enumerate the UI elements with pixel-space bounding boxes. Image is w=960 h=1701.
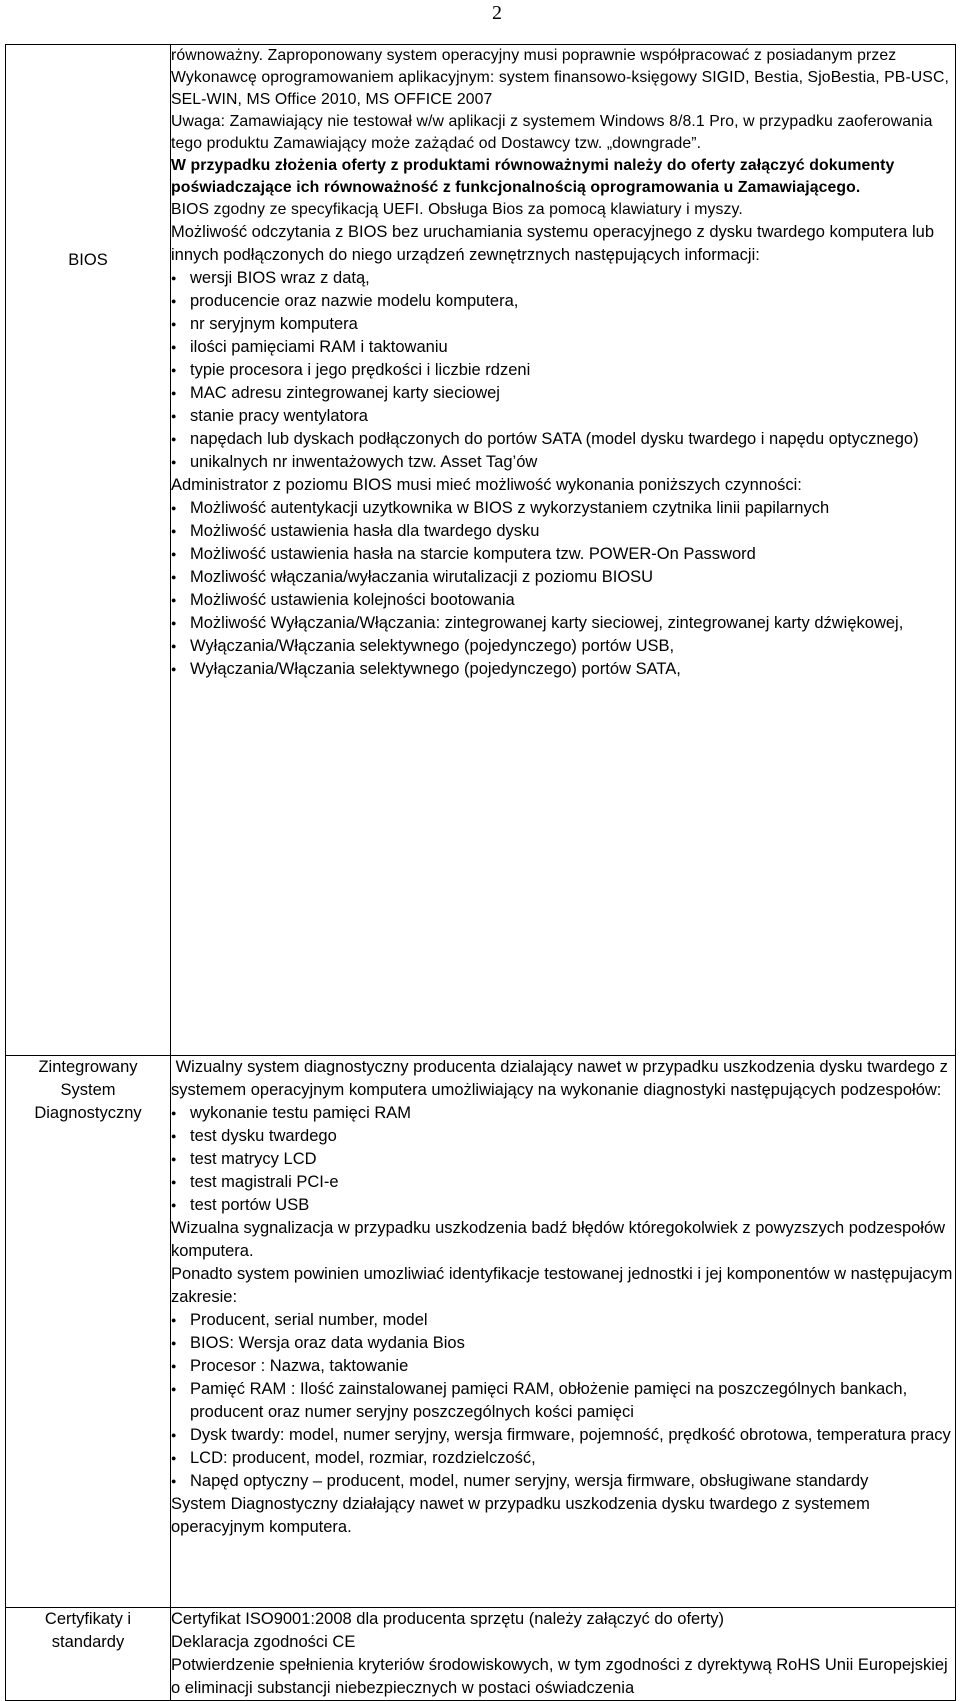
list-item: ● test magistrali PCI-e xyxy=(171,1171,955,1194)
list-item: ● ilości pamięciami RAM i taktowaniu xyxy=(171,336,955,359)
software-compat xyxy=(171,45,955,221)
table-row-certs xyxy=(6,1608,956,1701)
cert-ce: Deklaracja zgodności CE xyxy=(171,1633,356,1651)
row-label-diagnostics xyxy=(6,1056,171,1608)
list-item: ● producencie oraz nazwie modelu komputera, xyxy=(171,290,955,313)
list-item: ● LCD: producent, model, rozmiar, rozdzielczość, xyxy=(171,1447,955,1470)
uefi-text: BIOS zgodny ze specyfikacją UEFI. Obsługa Bios za pomocą klawiatury i myszy. xyxy=(171,201,743,218)
test-list xyxy=(171,1102,955,1217)
list-item: ● Mozliwość włączania/wyłaczania wirutalizacji z poziomu BIOSU xyxy=(171,566,955,589)
row-label-bios xyxy=(6,45,171,1056)
diag-closing: System Diagnostyczny działający nawet w przypadku uszkodzenia dysku twardego z systemem operacyjnym komputera. xyxy=(171,1495,870,1536)
list-item: ● test dysku twardego xyxy=(171,1125,955,1148)
list-item: ● typie procesora i jego prędkości i liczbie rdzeni xyxy=(171,359,955,382)
list-item: ● stanie pracy wentylatora xyxy=(171,405,955,428)
label-certs-1: Certyfikaty i xyxy=(44,1610,132,1628)
list-item: ● BIOS: Wersja oraz data wydania Bios xyxy=(171,1332,955,1355)
admin-intro: Administrator z poziomu BIOS musi mieć możliwość wykonania poniższych czynności: xyxy=(171,476,802,494)
read-intro: Możliwość odczytania z BIOS bez uruchamiania systemu operacyjnego z dysku twardego komputera lub innych podłączonych do niego urządzeń zewnętrznych następujących informacji: xyxy=(171,223,935,264)
list-item: ● Wyłączania/Włączania selektywnego (pojedynczego) portów USB, xyxy=(171,635,955,658)
cert-iso: Certyfikat ISO9001:2008 dla producenta sprzętu (należy załączyć do oferty) xyxy=(171,1610,725,1628)
table-row-bios xyxy=(6,45,956,1056)
row-content-certs xyxy=(171,1608,956,1701)
list-item: ● Procesor : Nazwa, taktowanie xyxy=(171,1355,955,1378)
list-item: ● Możliwość Wyłączania/Włączania: zintegrowanej karty sieciowej, zintegrowanej karty dźwiękowej, xyxy=(171,612,955,635)
diag-intro: Wizualny system diagnostyczny producenta dzialający nawet w przypadku uszkodzenia dysku twardego z systemem operacyjnym komputera umożliwiający na wykonanie diagnostyki następujących podzespołów: xyxy=(171,1058,953,1099)
list-item: ● wykonanie testu pamięci RAM xyxy=(171,1102,955,1125)
list-item: ● test portów USB xyxy=(171,1194,955,1217)
label-diagnostics-3: Diagnostyczny xyxy=(34,1104,142,1122)
cert-rohs: Potwierdzenie spełnienia kryteriów środowiskowych, w tym zgodności z dyrektywą RoHS Unii Europejskiej o eliminacji substancji niebezpiecznych w postaci oświadczenia xyxy=(171,1656,948,1697)
list-item: ● test matrycy LCD xyxy=(171,1148,955,1171)
list-item: ● Możliwość ustawienia hasła dla twardego dysku xyxy=(171,520,955,543)
label-bios: BIOS xyxy=(68,251,108,269)
label-certs-2: standardy xyxy=(51,1633,125,1651)
list-item: ● napędach lub dyskach podłączonych do portów SATA (model dysku twardego i napędu optycznego) xyxy=(171,428,955,451)
list-item: ● Możliwość autentykacji uzytkownika w BIOS z wykorzystaniem czytnika linii papilarnych xyxy=(171,497,955,520)
equivalence-note: W przypadku złożenia oferty z produktami równoważnymi należy do oferty załączyć dokumenty poświadczające ich równoważność z funkcjonalnością oprogramowania u Zamawiającego. xyxy=(171,157,895,196)
list-item: ● Pamięć RAM : Ilość zainstalowanej pamięci RAM, obłożenie pamięci na poszczególnych bankach, producent oraz numer seryjny poszczególnych kości pamięci xyxy=(171,1378,955,1424)
admin-list xyxy=(171,497,955,681)
spec-table xyxy=(5,44,956,1701)
ident-list xyxy=(171,1309,955,1493)
list-item: ● unikalnych nr inwentażowych tzw. Asset Tag’ów xyxy=(171,451,955,474)
page-number: 2 xyxy=(492,2,502,24)
read-list xyxy=(171,267,955,474)
ident-intro: Ponadto system powinien umozliwiać identyfikacje testowanej jednostki i jej komponentów w następujacym zakresie: xyxy=(171,1265,953,1306)
table-row-diagnostics xyxy=(6,1056,956,1608)
row-content-bios xyxy=(171,45,956,1056)
software-note: Uwaga: Zamawiający nie testował w/w aplikacji z systemem Windows 8/8.1 Pro, w przypadku zaoferowania tego produktu Zamawiający może zażądać od Dostawcy tzw. „downgrade”. xyxy=(171,113,933,152)
list-item: ● wersji BIOS wraz z datą, xyxy=(171,267,955,290)
software-text: równoważny. Zaproponowany system operacyjny musi poprawnie współpracować z posiadanym przez Wykonawcę oprogramowaniem aplikacyjnym: system finansowo-księgowy SIGID, Bestia, SjoBestia, PB-USC, SEL-WIN, MS Office 2010, MS OFFICE 2007 xyxy=(171,47,949,108)
list-item: ● Producent, serial number, model xyxy=(171,1309,955,1332)
list-item: ● nr seryjnym komputera xyxy=(171,313,955,336)
list-item: ● Dysk twardy: model, numer seryjny, wersja firmware, pojemność, prędkość obrotowa, temperatura pracy xyxy=(171,1424,955,1447)
list-item: ● Możliwość ustawienia hasła na starcie komputera tzw. POWER-On Password xyxy=(171,543,955,566)
label-diagnostics-2: System xyxy=(60,1081,116,1099)
label-diagnostics-1: Zintegrowany xyxy=(38,1058,138,1076)
visual-signal: Wizualna sygnalizacja w przypadku uszkodzenia badź błędów któregokolwiek z powyzszych podzespołów komputera. xyxy=(171,1219,946,1260)
row-label-certs xyxy=(6,1608,171,1701)
list-item: ● MAC adresu zintegrowanej karty sieciowej xyxy=(171,382,955,405)
list-item: ● Napęd optyczny – producent, model, numer seryjny, wersja firmware, obsługiwane standardy xyxy=(171,1470,955,1493)
list-item: ● Wyłączania/Włączania selektywnego (pojedynczego) portów SATA, xyxy=(171,658,955,681)
list-item: ● Możliwość ustawienia kolejności bootowania xyxy=(171,589,955,612)
row-content-diagnostics xyxy=(171,1056,956,1608)
